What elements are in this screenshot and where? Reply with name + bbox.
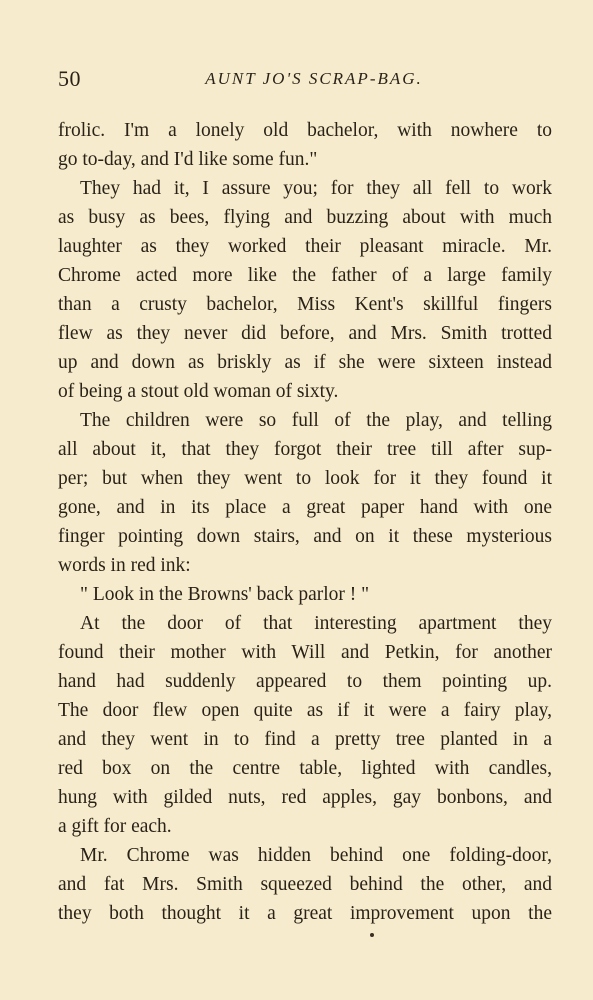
text-line: as busy as bees, flying and buzzing about with much	[58, 207, 552, 228]
text-line: finger pointing down stairs, and on it these mysterious	[58, 526, 552, 547]
text-line: The children were so full of the play, and telling	[80, 410, 552, 431]
text-line: hung with gilded nuts, red apples, gay bonbons, and	[58, 787, 552, 808]
text-line: than a crusty bachelor, Miss Kent's skillful fingers	[58, 294, 552, 315]
text-line: go to-day, and I'd like some fun."	[58, 149, 318, 170]
text-line: and they went in to find a pretty tree planted in a	[58, 729, 552, 750]
text-line: up and down as briskly as if she were sixteen instead	[58, 352, 552, 373]
text-line: they both thought it a great improvement upon the	[58, 903, 552, 924]
text-line: words in red ink:	[58, 555, 191, 576]
text-line: The door flew open quite as if it were a fairy play,	[58, 700, 552, 721]
text-line: Mr. Chrome was hidden behind one folding-door,	[80, 845, 552, 866]
text-line: red box on the centre table, lighted with candles,	[58, 758, 552, 779]
text-line: gone, and in its place a great paper hand with one	[58, 497, 552, 518]
text-line: and fat Mrs. Smith squeezed behind the other, and	[58, 874, 552, 895]
text-line: all about it, that they forgot their tree till after sup-	[58, 439, 552, 460]
text-line: of being a stout old woman of sixty.	[58, 381, 339, 402]
signature-mark	[370, 933, 374, 937]
text-line: flew as they never did before, and Mrs. Smith trotted	[58, 323, 552, 344]
text-line: They had it, I assure you; for they all fell to work	[80, 178, 552, 199]
text-line: laughter as they worked their pleasant miracle. Mr.	[58, 236, 552, 257]
text-line: found their mother with Will and Petkin, for another	[58, 642, 552, 663]
text-line: frolic. I'm a lonely old bachelor, with nowhere to	[58, 120, 552, 141]
running-head: AUNT JO'S SCRAP-BAG.	[205, 69, 423, 88]
text-line: hand had suddenly appeared to them pointing up.	[58, 671, 552, 692]
page-header	[58, 66, 552, 96]
page-number: 50	[58, 66, 81, 91]
text-line: per; but when they went to look for it they found it	[58, 468, 552, 489]
text-line: a gift for each.	[58, 816, 172, 837]
text-line: " Look in the Browns' back parlor ! "	[80, 584, 370, 605]
body-text	[58, 116, 552, 928]
text-line: At the door of that interesting apartment they	[80, 613, 552, 634]
text-line: Chrome acted more like the father of a large family	[58, 265, 552, 286]
